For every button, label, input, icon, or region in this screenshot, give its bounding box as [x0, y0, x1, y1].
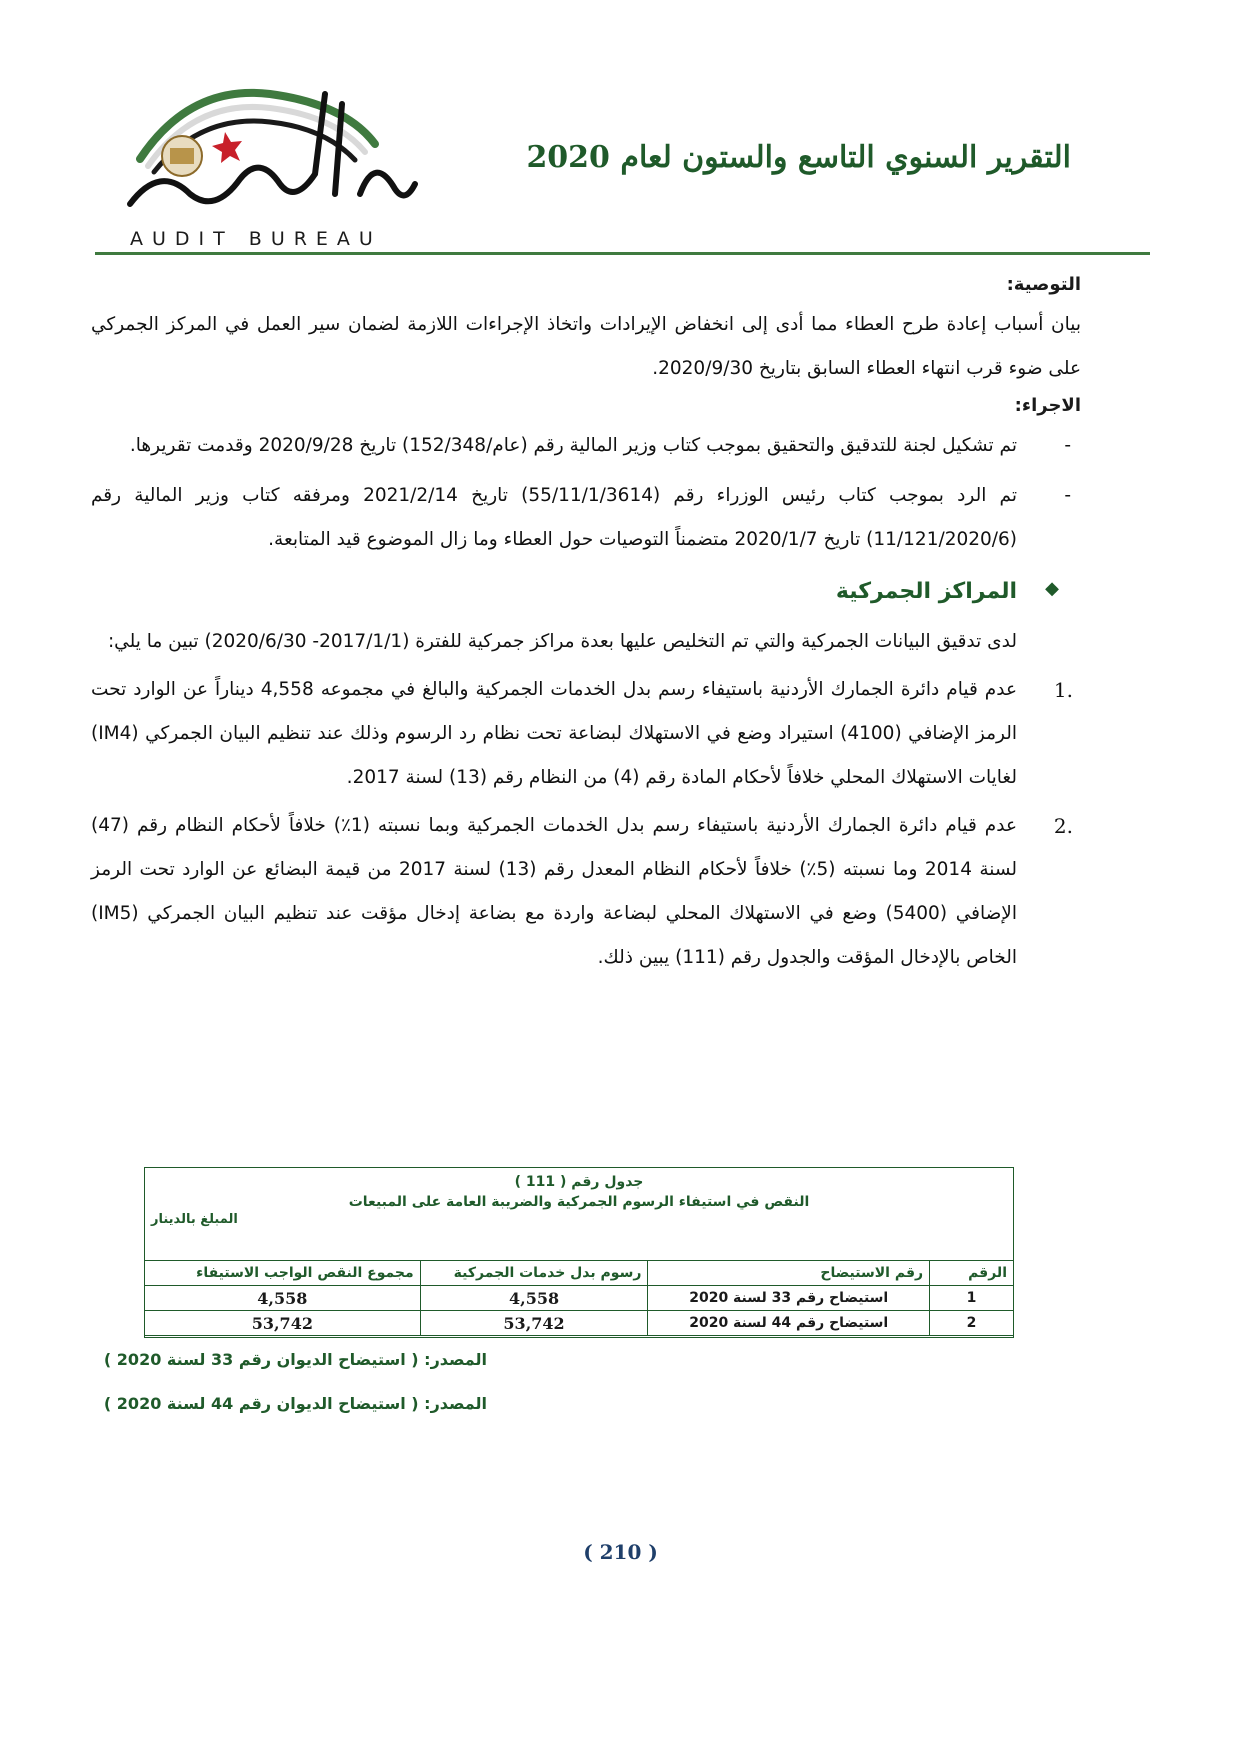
column-header: مجموع النقص الواجب الاستيفاء	[145, 1261, 421, 1286]
table-row	[145, 1311, 1014, 1336]
table-row	[145, 1286, 1014, 1311]
header-divider	[95, 252, 1150, 255]
table-cell: استيضاح رقم 33 لسنة 2020	[648, 1286, 930, 1311]
page-number: ( 210 )	[583, 1540, 658, 1564]
recommendation-label: التوصية:	[1006, 274, 1081, 295]
logo-emblem	[120, 64, 420, 224]
table-caption-number: جدول رقم ( 111 )	[514, 1174, 644, 1190]
main-content	[91, 270, 1081, 984]
column-header: رقم الاستيضاح	[648, 1261, 930, 1286]
table-caption-title: النقص في استيفاء الرسوم الجمركية والضريبة العامة على المبيعات	[348, 1194, 810, 1210]
dash-marker: -	[1064, 485, 1071, 506]
column-header: رسوم بدل خدمات الجمركية	[420, 1261, 648, 1286]
table-cell: 53,742	[420, 1311, 648, 1336]
column-header: الرقم	[930, 1261, 1014, 1286]
dash-marker: -	[1064, 435, 1071, 456]
action-label: الاجراء:	[1014, 395, 1081, 416]
data-table	[144, 1260, 1014, 1336]
finding-text: عدم قيام دائرة الجمارك الأردنية باستيفاء رسم بدل الخدمات الجمركية والبالغ في مجموعه 4,558 ديناراً عن الوارد تحت الرمز الإضافي (4100) استيراد وضع في الاستهلاك لبضاعة تحت نظام رد الرسوم وذلك عند تنظيم البيان الجمركي (IM4) لغايات الاستهلاك المحلي خلافاً لأحكام المادة رقم (4) من النظام رقم (13) لسنة 2017.	[91, 679, 1017, 788]
source-note: المصدر: ( استيضاح الديوان رقم 33 لسنة 2020 )	[103, 1350, 487, 1369]
recommendation-text: بيان أسباب إعادة طرح العطاء مما أدى إلى انخفاض الإيرادات واتخاذ الإجراءات اللازمة لضمان سير العمل في المركز الجمركي على ضوء قرب انتهاء العطاء السابق بتاريخ 2020/9/30.	[91, 314, 1081, 379]
table-cell: 1	[930, 1286, 1014, 1311]
item-number: 2.	[1053, 814, 1073, 838]
source-note: المصدر: ( استيضاح الديوان رقم 44 لسنة 2020 )	[103, 1394, 487, 1413]
table-cell: 4,558	[145, 1286, 421, 1311]
section-intro: لدى تدقيق البيانات الجمركية والتي تم التخليص عليها بعدة مراكز جمركية للفترة (2017/1/1- 2020/6/30) تبين ما يلي:	[107, 631, 1017, 652]
list-item	[91, 804, 1081, 980]
table-header-row	[145, 1261, 1014, 1286]
diamond-bullet-icon: ◆	[1045, 578, 1059, 599]
finding-text: عدم قيام دائرة الجمارك الأردنية باستيفاء رسم بدل الخدمات الجمركية وبما نسبته (1٪) خلافاً لأحكام النظام رقم (47) لسنة 2014 وما نسبته (5٪) خلافاً لأحكام النظام المعدل رقم (13) لسنة 2017 من قيمة البضائع عن الوارد تحت الرمز الإضافي (5400) وضع في الاستهلاك المحلي لبضاعة واردة مع بضاعة إدخال مؤقت عند تنظيم البيان الجمركي (IM5) الخاص بالإدخال المؤقت والجدول رقم (111) يبين ذلك.	[91, 815, 1018, 968]
page-header	[0, 0, 1241, 255]
action-item-text: تم تشكيل لجنة للتدقيق والتحقيق بموجب كتاب وزير المالية رقم (عام/152/348) تاريخ 2020/9/28 وقدمت تقريرها.	[129, 435, 1017, 456]
table-cell: 53,742	[145, 1311, 421, 1336]
table-cell: استيضاح رقم 44 لسنة 2020	[648, 1311, 930, 1336]
deficiency-table	[144, 1167, 1014, 1338]
list-item	[91, 424, 1081, 468]
section-heading-text: المراكز الجمركية	[835, 579, 1017, 604]
table-cell: 2	[930, 1311, 1014, 1336]
table-unit: المبلغ بالدينار	[151, 1212, 238, 1227]
action-item-text: تم الرد بموجب كتاب رئيس الوزراء رقم (55/11/1/3614) تاريخ 2021/2/14 ومرفقه كتاب وزير المالية رقم (11/121/2020/6) تاريخ 2020/1/7 متضمناً التوصيات حول العطاء وما زال الموضوع قيد المتابعة.	[91, 485, 1018, 550]
audit-bureau-logo	[120, 64, 420, 250]
report-title: التقرير السنوي التاسع والستون لعام 2020	[526, 140, 1071, 175]
list-item	[91, 474, 1081, 562]
action-list	[91, 424, 1081, 562]
findings-list	[91, 668, 1081, 980]
item-number: 1.	[1053, 678, 1073, 702]
table-cell: 4,558	[420, 1286, 648, 1311]
section-heading	[91, 570, 1081, 614]
logo-caption: AUDIT BUREAU	[130, 228, 382, 250]
list-item	[91, 668, 1081, 800]
